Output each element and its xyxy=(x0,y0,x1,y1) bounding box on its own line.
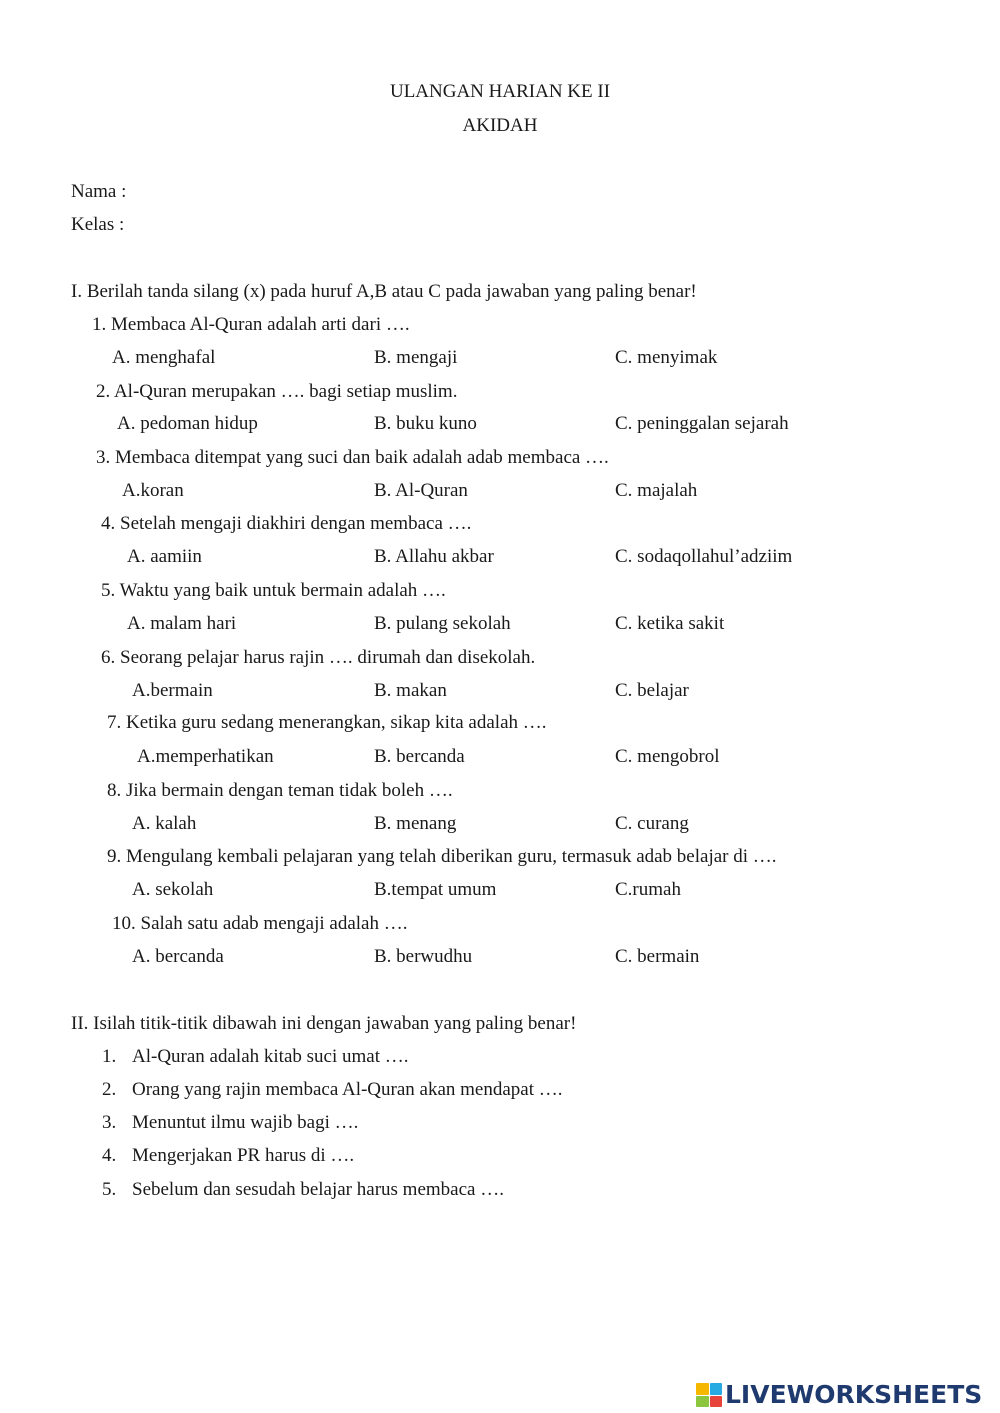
question-1-option-c[interactable]: C. menyimak xyxy=(615,347,718,368)
fill-item-4-number: 4. xyxy=(102,1145,117,1166)
question-7-option-c[interactable]: C. mengobrol xyxy=(615,746,720,767)
fill-item-3: Menuntut ilmu wajib bagi …. xyxy=(132,1112,359,1133)
question-9-option-b[interactable]: B.tempat umum xyxy=(374,879,497,900)
question-7: 7. Ketika guru sedang menerangkan, sikap kita adalah …. xyxy=(107,712,547,733)
question-9-option-a[interactable]: A. sekolah xyxy=(132,879,214,900)
question-1-option-b[interactable]: B. mengaji xyxy=(374,347,458,368)
liveworksheets-watermark[interactable] xyxy=(696,1378,982,1412)
fill-item-2-number: 2. xyxy=(102,1079,117,1100)
question-6-option-b[interactable]: B. makan xyxy=(374,680,447,701)
question-8-option-b[interactable]: B. menang xyxy=(374,813,457,834)
question-8: 8. Jika bermain dengan teman tidak boleh …. xyxy=(107,780,453,801)
question-2-option-a[interactable]: A. pedoman hidup xyxy=(117,413,258,434)
question-6: 6. Seorang pelajar harus rajin …. dirumah dan disekolah. xyxy=(101,647,536,668)
fill-item-4: Mengerjakan PR harus di …. xyxy=(132,1145,355,1166)
question-9-option-c[interactable]: C.rumah xyxy=(615,879,681,900)
question-5-option-a[interactable]: A. malam hari xyxy=(127,613,237,634)
question-5: 5. Waktu yang baik untuk bermain adalah …. xyxy=(101,580,446,601)
question-3-option-c[interactable]: C. majalah xyxy=(615,480,698,501)
question-4: 4. Setelah mengaji diakhiri dengan membaca …. xyxy=(101,513,472,534)
question-3-option-a[interactable]: A.koran xyxy=(122,480,184,501)
question-7-option-a[interactable]: A.memperhatikan xyxy=(137,746,274,767)
fill-item-2: Orang yang rajin membaca Al-Quran akan mendapat …. xyxy=(132,1079,563,1100)
question-6-option-c[interactable]: C. belajar xyxy=(615,680,689,701)
question-10-option-c[interactable]: C. bermain xyxy=(615,946,700,967)
question-2: 2. Al-Quran merupakan …. bagi setiap muslim. xyxy=(96,381,458,402)
liveworksheets-logo-icon xyxy=(696,1383,722,1407)
question-10-option-a[interactable]: A. bercanda xyxy=(132,946,224,967)
question-2-option-b[interactable]: B. buku kuno xyxy=(374,413,477,434)
logo-tile xyxy=(696,1396,709,1408)
question-4-option-a[interactable]: A. aamiin xyxy=(127,546,202,567)
question-5-option-c[interactable]: C. ketika sakit xyxy=(615,613,725,634)
question-2-option-c[interactable]: C. peninggalan sejarah xyxy=(615,413,789,434)
logo-tile xyxy=(696,1383,709,1395)
name-field-label: Nama : xyxy=(71,181,127,202)
question-10: 10. Salah satu adab mengaji adalah …. xyxy=(112,913,408,934)
section-two-instruction: II. Isilah titik-titik dibawah ini dengan jawaban yang paling benar! xyxy=(71,1013,577,1034)
question-9: 9. Mengulang kembali pelajaran yang telah diberikan guru, termasuk adab belajar di …. xyxy=(107,846,777,867)
question-3: 3. Membaca ditempat yang suci dan baik adalah adab membaca …. xyxy=(96,447,609,468)
brand-name: LIVEWORKSHEETS xyxy=(725,1380,983,1409)
question-1: 1. Membaca Al-Quran adalah arti dari …. xyxy=(92,314,410,335)
fill-item-1-number: 1. xyxy=(102,1046,117,1067)
fill-item-5: Sebelum dan sesudah belajar harus membaca …. xyxy=(132,1179,504,1200)
question-1-option-a[interactable]: A. menghafal xyxy=(112,347,216,368)
logo-tile xyxy=(710,1396,723,1408)
fill-item-5-number: 5. xyxy=(102,1179,117,1200)
section-one-instruction: I. Berilah tanda silang (x) pada huruf A,B atau C pada jawaban yang paling benar! xyxy=(71,281,697,302)
question-3-option-b[interactable]: B. Al-Quran xyxy=(374,480,468,501)
fill-item-1: Al-Quran adalah kitab suci umat …. xyxy=(132,1046,409,1067)
page-title: ULANGAN HARIAN KE II xyxy=(389,81,611,102)
question-6-option-a[interactable]: A.bermain xyxy=(132,680,213,701)
question-4-option-b[interactable]: B. Allahu akbar xyxy=(374,546,494,567)
question-7-option-b[interactable]: B. bercanda xyxy=(374,746,465,767)
fill-item-3-number: 3. xyxy=(102,1112,117,1133)
class-field-label: Kelas : xyxy=(71,214,125,235)
page-subtitle: AKIDAH xyxy=(462,115,538,136)
question-8-option-c[interactable]: C. curang xyxy=(615,813,689,834)
logo-tile xyxy=(710,1383,723,1395)
question-5-option-b[interactable]: B. pulang sekolah xyxy=(374,613,511,634)
question-10-option-b[interactable]: B. berwudhu xyxy=(374,946,473,967)
question-4-option-c[interactable]: C. sodaqollahul’adziim xyxy=(615,546,793,567)
question-8-option-a[interactable]: A. kalah xyxy=(132,813,197,834)
